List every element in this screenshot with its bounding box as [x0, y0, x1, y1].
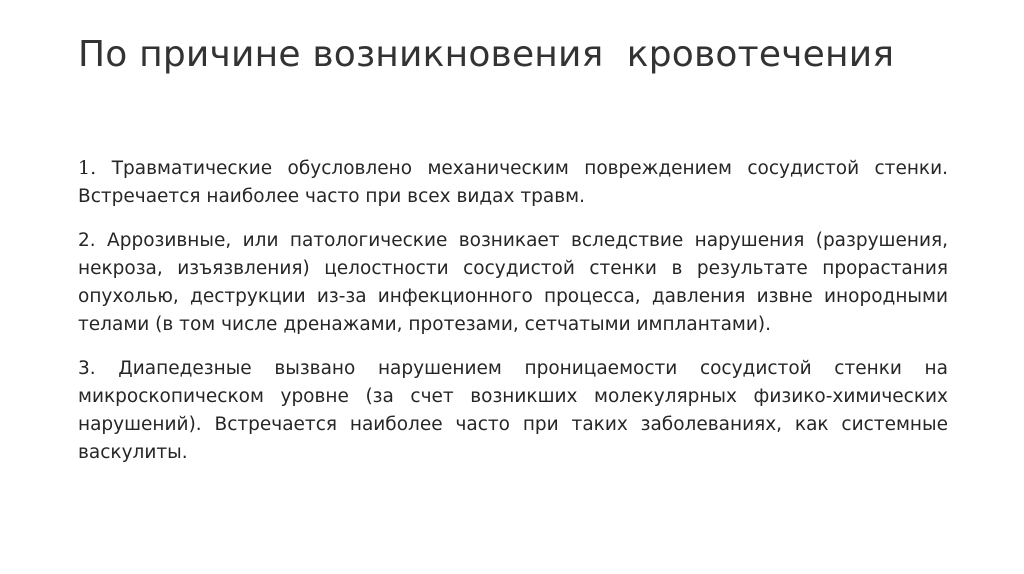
paragraph-text: Травматические обусловлено механическим повреждением сосудистой стенки. Встречается наиболее часто при всех видах травм. — [78, 158, 948, 207]
slide-content — [78, 154, 948, 483]
paragraph-arrosive — [78, 227, 948, 339]
slide-title: По причине возникновения кровотечения — [78, 34, 895, 75]
paragraph-text: Аррозивные, или патологические возникает вследствие нарушения (разрушения, некроза, изъязвления) целостности сосудистой стенки в результате прорастания опухолью, деструкции из-за инфекционного процесса, давления извне инородными телами (в том числе дренажами, протезами, сетчатыми имплантами). — [78, 230, 948, 335]
paragraph-number: 2. — [78, 230, 108, 251]
paragraph-diapedetic — [78, 355, 948, 467]
paragraph-number: 1. — [78, 157, 112, 179]
paragraph-text: Диапедезные вызвано нарушением проницаемости сосудистой стенки на микроскопическом уровне (за счет возникших молекулярных физико-химических нарушений). Встречается наиболее часто при таких заболеваниях, как системные васкулиты. — [78, 358, 948, 463]
paragraph-traumatic — [78, 154, 948, 211]
paragraph-number: 3. — [78, 358, 119, 379]
